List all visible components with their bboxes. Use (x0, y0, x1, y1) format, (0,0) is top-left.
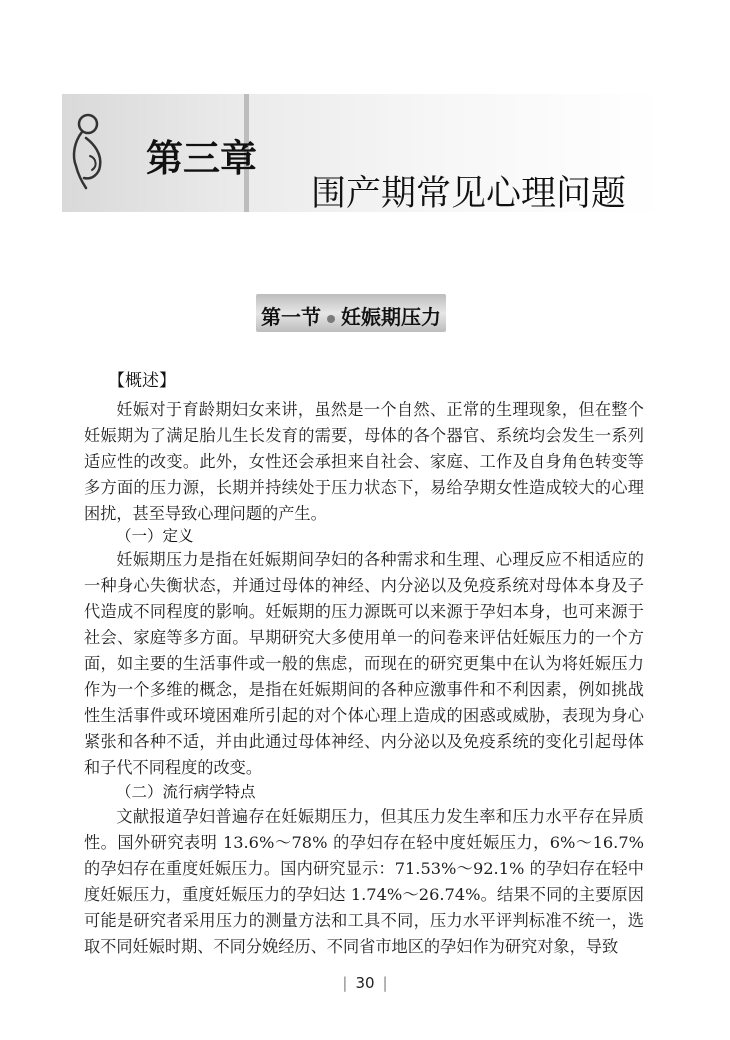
chapter-title: 围产期常见心理问题 (310, 174, 626, 214)
section-label: 第一节 (261, 305, 321, 329)
page-number-right-rule: | (382, 974, 388, 992)
chapter-label: 第三章 (146, 137, 257, 180)
page-number-left-rule: | (342, 974, 348, 992)
epidemiology-heading: （二）流行病学特点 (116, 783, 256, 801)
overview-paragraph: 妊娠对于育龄期妇女来讲，虽然是一个自然、正常的生理现象，但在整个妊娠期为了满足胎儿生长发育的需要，母体的各个器官、系统均会发生一系列适应性的改变。此外，女性还会承担来自社会、家庭、工作及自身角色转变等多方面的压力源，长期并持续处于压力状态下，易给孕期女性造成较大的心理困扰，甚至导致心理问题的产生。 (84, 400, 644, 523)
section-title: 妊娠期压力 (341, 305, 441, 329)
bullet-dot-icon (327, 315, 335, 323)
epidemiology-paragraph: 文献报道孕妇普遍存在妊娠期压力，但其压力发生率和压力水平存在异质性。国外研究表明 13.6%～78% 的孕妇存在轻中度妊娠压力，6%～16.7% 的孕妇存在重度妊娠压力。国内研究显示：71.53%～92.1% 的孕妇存在轻中度妊娠压力，重度妊娠压力的孕妇达 1.74%～26.74%。结果不同的主要原因可能是研究者采用压力的测量方法和工具不同，压力水平评判标准不统一，选取不同妊娠时期、不同分娩经历、不同省市地区的孕妇作为研究对象，导致 (84, 807, 644, 956)
definition-heading: （一）定义 (116, 527, 194, 545)
overview-heading: 【概述】 (108, 371, 176, 391)
definition-paragraph: 妊娠期压力是指在妊娠期间孕妇的各种需求和生理、心理反应不相适应的一种身心失衡状态，并通过母体的神经、内分泌以及免疫系统对母体本身及子代造成不同程度的影响。妊娠期的压力源既可以来源于孕妇本身，也可来源于社会、家庭等多方面。早期研究大多使用单一的问卷来评估妊娠压力的一个方面，如主要的生活事件或一般的焦虑，而现在的研究更集中在认为将妊娠压力作为一个多维的概念，是指在妊娠期间的各种应激事件和不利因素，例如挑战性生活事件或环境困难所引起的对个体心理上造成的困惑或威胁，表现为身心紧张和各种不适，并由此通过母体神经、内分泌以及免疫系统的变化引起母体和子代不同程度的改变。 (84, 550, 644, 777)
pregnant-woman-icon (64, 108, 114, 192)
page-number (0, 974, 730, 992)
section-banner (256, 294, 446, 332)
page-number-value: 30 (355, 974, 375, 992)
